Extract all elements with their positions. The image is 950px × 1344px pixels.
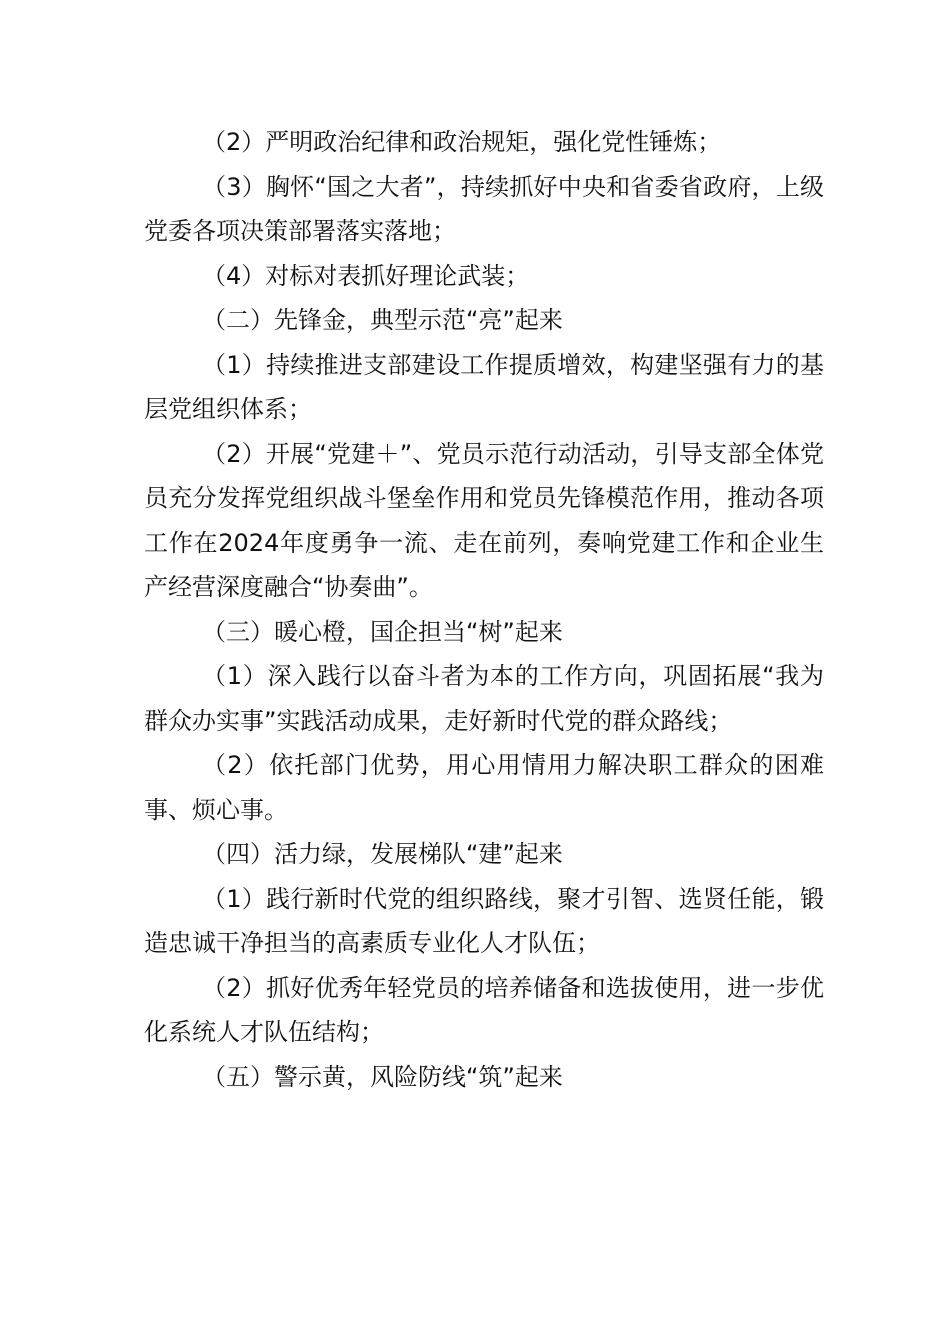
paragraph: （3）胸怀“国之大者”，持续抓好中央和省委省政府，上级党委各项决策部署落实落地； — [144, 172, 824, 245]
paragraph: （4）对标对表抓好理论武装； — [202, 261, 530, 290]
paragraph: （1）深入践行以奋斗者为本的工作方向，巩固拓展“我为群众办实事”实践活动成果，走好新时代党的群众路线； — [144, 662, 824, 735]
section-heading: （四）活力绿，发展梯队“建”起来 — [202, 840, 563, 868]
document-body — [144, 120, 824, 1099]
paragraph: （2）开展“党建＋”、党员示范行动活动，引导支部全体党员充分发挥党组织战斗堡垒作用和党员先锋模范作用，推动各项工作在2024年度勇争一流、走在前列，奏响党建工作和企业生产经营深度融合“协奏曲”。 — [144, 439, 824, 601]
paragraph: （2）抓好优秀年轻党员的培养储备和选拔使用，进一步优化系统人才队伍结构； — [144, 973, 824, 1046]
paragraph: （1）持续推进支部建设工作提质增效，构建坚强有力的基层党组织体系； — [144, 350, 824, 423]
paragraph: （2）依托部门优势，用心用情用力解决职工群众的困难事、烦心事。 — [144, 751, 824, 824]
section-heading: （三）暖心橙，国企担当“树”起来 — [202, 617, 563, 646]
section-heading: （二）先锋金，典型示范“亮”起来 — [202, 306, 563, 334]
paragraph: （1）践行新时代党的组织路线，聚才引智、选贤任能，锻造忠诚干净担当的高素质专业化人才队伍； — [144, 884, 824, 957]
section-heading: （五）警示黄，风险防线“筑”起来 — [202, 1062, 563, 1091]
paragraph: （2）严明政治纪律和政治规矩，强化党性锤炼； — [202, 128, 722, 156]
